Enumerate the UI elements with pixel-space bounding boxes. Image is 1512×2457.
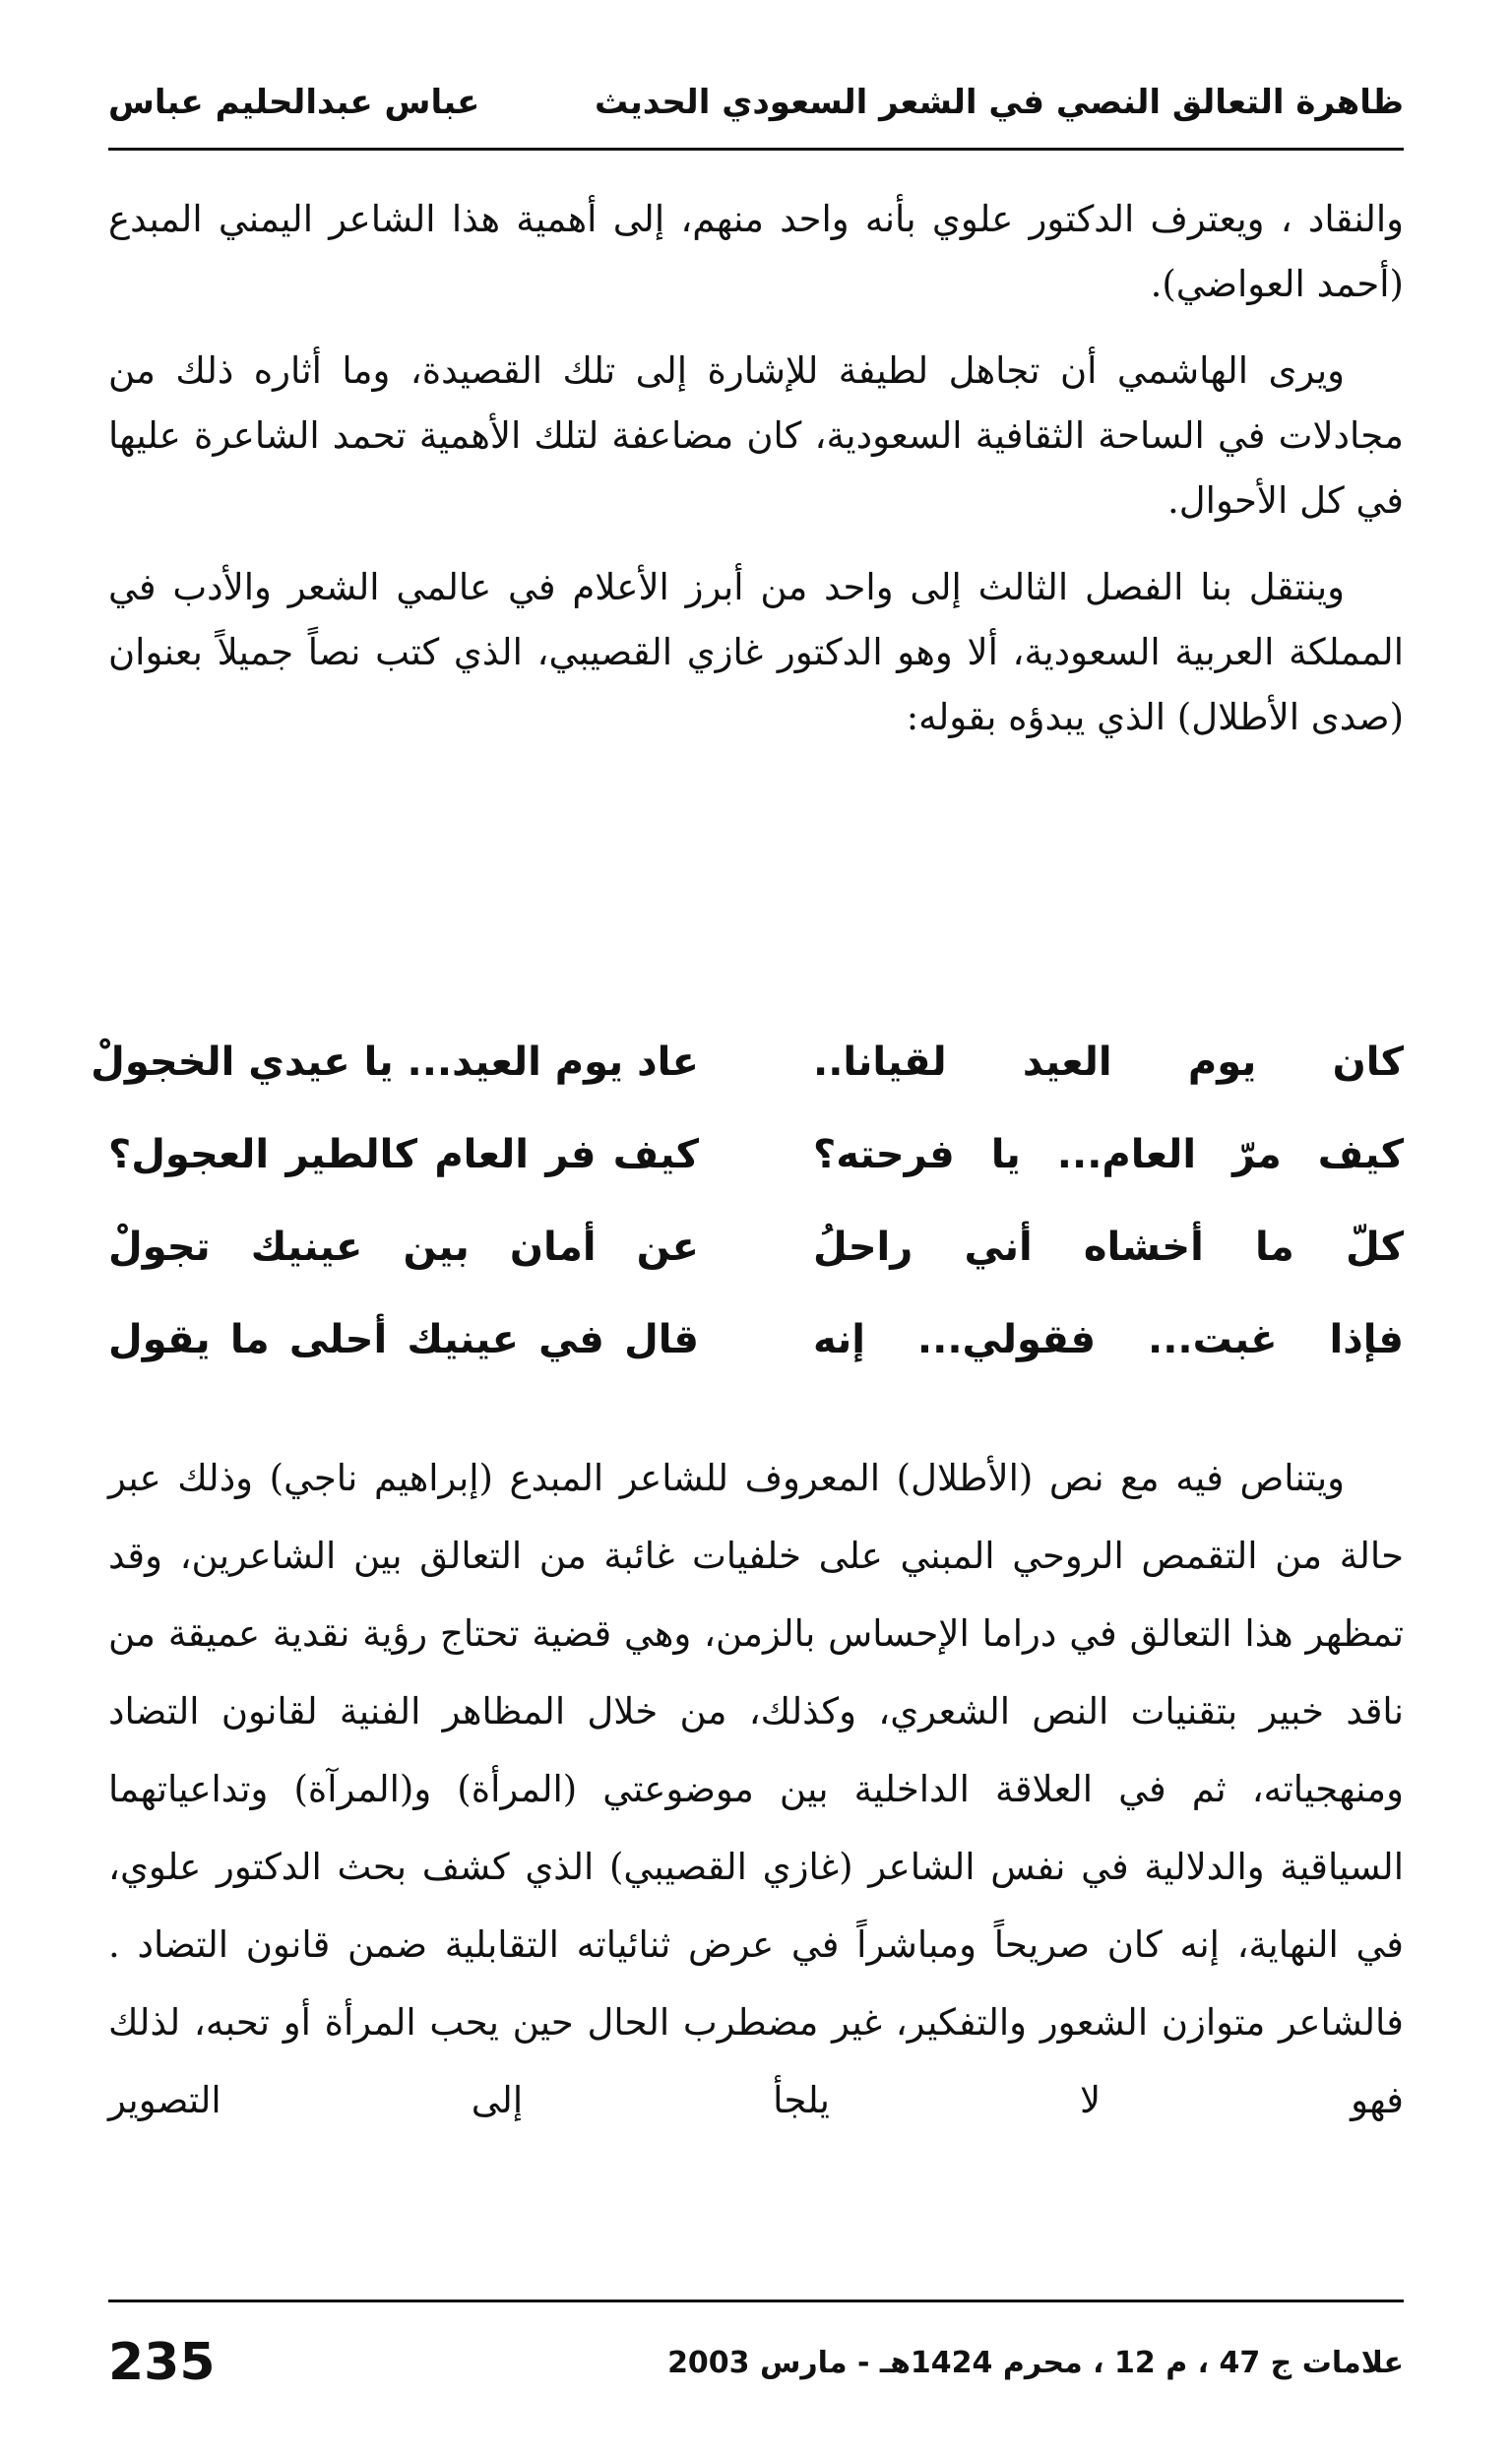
poem — [91, 1016, 1404, 1386]
running-header — [108, 65, 1404, 140]
poem-verse — [108, 1108, 1404, 1201]
paragraph-3: وينتقل بنا الفصل الثالث إلى واحد من أبرز الأعلام في عالمي الشعر والأدب في المملكة العربية السعودية، ألا وهو الدكتور غازي القصيبي، الذي كتب نصاً جميلاً بعنوان (صدى الأطلال) الذي يبدؤه بقوله: — [108, 566, 1404, 738]
footer-divider — [108, 2300, 1404, 2302]
body-text-continued — [108, 1439, 1404, 2139]
page-number: 235 — [108, 2333, 216, 2392]
verse-first-hemistich: كيف مرّ العام... يا فرحته؟ — [813, 1132, 1404, 1177]
paragraph-2: ويرى الهاشمي أن تجاهل لطيفة للإشارة إلى تلك القصيدة، وما أثاره ذلك من مجادلات في الساحة الثقافية السعودية، كان مضاعفة لتلك الأهمية تحمد الشاعرة عليها في كل الأحوال. — [108, 349, 1404, 522]
header-author: عباس عبدالحليم عباس — [108, 83, 480, 122]
poem-verse — [108, 1293, 1404, 1386]
verse-first-hemistich: فإذا غبت... فقولي... إنه — [813, 1317, 1404, 1362]
poem-verse — [108, 1201, 1404, 1293]
verse-second-hemistich: عاد يوم العيد... يا عيدي الخجولْ — [91, 1040, 699, 1085]
paragraph-1: والنقاد ، ويعترف الدكتور علوي بأنه واحد منهم، إلى أهمية هذا الشاعر اليمني المبدع (أحمد العواضي). — [108, 198, 1404, 305]
verse-first-hemistich: كلّ ما أخشاه أني راحلُ — [813, 1225, 1404, 1270]
poem-verse — [91, 1016, 1404, 1108]
verse-second-hemistich: كيف فر العام كالطير العجول؟ — [108, 1132, 699, 1177]
header-title: ظاهرة التعالق النصي في الشعر السعودي الحديث — [595, 83, 1404, 122]
body-text — [108, 187, 1404, 772]
verse-second-hemistich: قال في عينيك أحلى ما يقول — [108, 1317, 699, 1362]
running-footer — [108, 2323, 1404, 2402]
verse-first-hemistich: كان يوم العيد لقيانا.. — [813, 1040, 1404, 1085]
verse-second-hemistich: عن أمان بين عينيك تجولْ — [108, 1225, 699, 1270]
header-divider — [108, 148, 1404, 151]
journal-citation: علامات ج 47 ، م 12 ، محرم 1424هـ - مارس 2003 — [667, 2345, 1404, 2380]
paragraph-4: ويتناص فيه مع نص (الأطلال) المعروف للشاعر المبدع (إبراهيم ناجي) وذلك عبر حالة من التقمص الروحي المبني على خلفيات غائبة من التعالق بين الشاعرين، وقد تمظهر هذا التعالق في دراما الإحساس بالزمن، وهي قضية تحتاج رؤية نقدية عميقة من ناقد خبير بتقنيات النص الشعري، وكذلك، من خلال المظاهر الفنية لقانون التضاد ومنهجياته، ثم في العلاقة الداخلية بين موضوعتي (المرأة) و(المرآة) وتداعياتهما السياقية والدلالية في نفس الشاعر (غازي القصيبي) الذي كشف بحث الدكتور علوي، في النهاية، إنه كان صريحاً ومباشراً في عرض ثنائياته التقابلية ضمن قانون التضاد . فالشاعر متوازن الشعور والتفكير، غير مضطرب الحال حين يحب المرأة أو تحبه، لذلك فهو لا يلجأ إلى التصوير — [108, 1457, 1404, 2121]
document-page — [91, 0, 1404, 2457]
